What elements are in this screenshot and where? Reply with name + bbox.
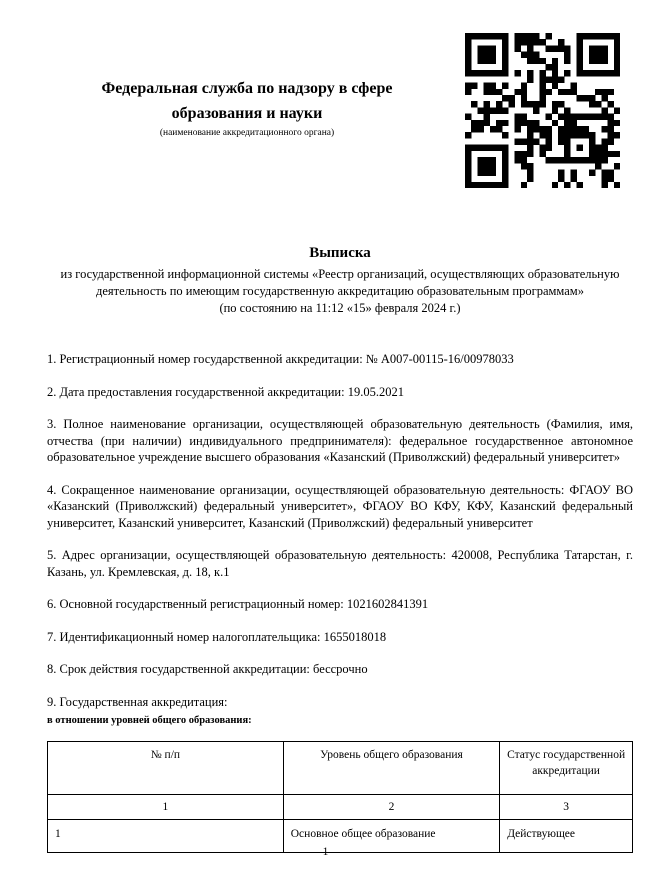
table-header-row	[48, 742, 633, 795]
column-number-cell: 1	[48, 795, 284, 820]
document-body	[47, 243, 633, 853]
education-level-cell: Основное общее образование	[283, 820, 499, 853]
accreditation-org-header	[47, 76, 447, 139]
document-subtitle: из государственной информационной системы «Реестр организаций, осуществляющих образовательную деятельность по имеющим государственную аккредитацию образовательным программам»	[60, 267, 620, 298]
accreditation-table	[47, 741, 633, 853]
item-4-short-name: 4. Сокращенное наименование организации, осуществляющей образовательную деятельность: ФГАОУ ВО «Казанский (Приволжский) федеральный университет», ФГАОУ ВО КФУ, КФУ, Казанский федеральный университет, Казанский университет, Казанский (Приволжский) федеральный университет	[47, 482, 633, 530]
item-5-address: 5. Адрес организации, осуществляющей образовательную деятельность: 420008, Республика Татарстан, г. Казань, ул. Кремлевская, д. 18, к.1	[47, 548, 633, 579]
item-6-ogrn: 6. Основной государственный регистрационный номер: 1021602841391	[47, 597, 429, 611]
header-cell-number: № п/п	[48, 742, 284, 795]
status-cell: Действующее	[500, 820, 633, 853]
items-list	[47, 351, 633, 728]
org-caption: (наименование аккредитационного органа)	[159, 128, 335, 138]
item-8-validity: 8. Срок действия государственной аккредитации: бессрочно	[47, 662, 368, 676]
org-title-line1: Федеральная служба по надзору в сфере	[101, 80, 393, 97]
document-title: Выписка	[309, 245, 371, 261]
org-title-line2: образования и науки	[171, 105, 323, 122]
header-cell-status: Статус государственной аккредитации	[500, 742, 633, 795]
row-number-cell: 1	[48, 820, 284, 853]
qr-code-icon	[465, 33, 620, 188]
header-cell-education-level: Уровень общего образования	[283, 742, 499, 795]
item-2-accreditation-date: 2. Дата предоставления государственной аккредитации: 19.05.2021	[47, 384, 404, 399]
item-9-state-accreditation: 9. Государственная аккредитация:	[47, 694, 228, 709]
column-number-cell: 2	[283, 795, 499, 820]
table-column-number-row	[48, 795, 633, 820]
item-3-full-name: 3. Полное наименование организации, осуществляющей образовательную деятельность (Фамилия, имя, отчества (при наличии) индивидуального предпринимателя): федеральное государственное автономное образовательное учреждение высшего образования «Казанский (Приволжский) федеральный университет»	[47, 417, 633, 464]
as-of-date: (по состоянию на 11:12 «15» февраля 2024 г.)	[219, 301, 461, 315]
column-number-cell: 3	[500, 795, 633, 820]
item-7-inn: 7. Идентификационный номер налогоплательщика: 1655018018	[47, 629, 387, 644]
item-9-sub-line: в отношении уровней общего образования:	[47, 715, 252, 726]
page-number: 1	[322, 846, 329, 858]
item-1-registration-number: 1. Регистрационный номер государственной аккредитации: № А007-00115-16/00978033	[47, 352, 514, 366]
